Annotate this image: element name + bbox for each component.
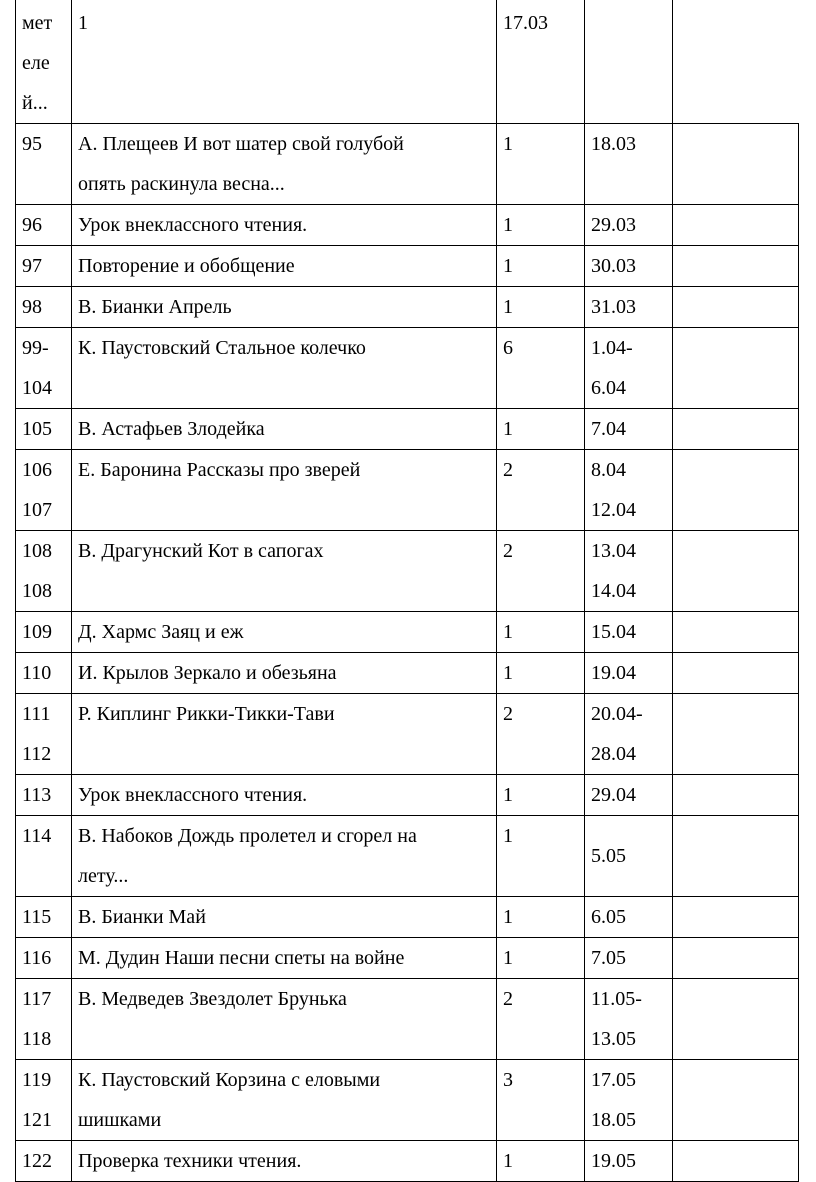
hours-cell	[497, 938, 585, 979]
date-cell	[585, 1060, 673, 1141]
table-row	[16, 205, 799, 246]
date-cell	[585, 816, 673, 897]
hours-value: 2	[503, 540, 513, 562]
hours-value: 1	[503, 662, 513, 684]
hours-cell	[497, 1060, 585, 1141]
lesson-number-line: й...	[22, 92, 48, 114]
note-cell	[673, 1141, 799, 1182]
date-value: 28.04	[591, 743, 636, 765]
lesson-title-line: Д. Хармс Заяц и еж	[78, 621, 244, 643]
note-cell	[673, 653, 799, 694]
lesson-title-cell	[72, 246, 497, 287]
lesson-title-cell	[72, 612, 497, 653]
lesson-number-cell	[16, 612, 72, 653]
lesson-number-cell	[16, 938, 72, 979]
lesson-number-line: 116	[22, 947, 52, 969]
note-cell	[673, 287, 799, 328]
date-cell	[585, 246, 673, 287]
hours-cell	[497, 124, 585, 205]
lesson-title-cell	[72, 450, 497, 531]
lesson-number-cell	[16, 328, 72, 409]
lesson-title-cell	[72, 694, 497, 775]
note-cell	[673, 409, 799, 450]
lesson-plan-table	[15, 0, 799, 1182]
date-cell	[585, 1141, 673, 1182]
lesson-number-cell	[16, 1141, 72, 1182]
date-cell	[585, 897, 673, 938]
lesson-title-cell	[72, 775, 497, 816]
lesson-title-line: В. Набоков Дождь пролетел и сгорел на	[78, 825, 417, 847]
lesson-title-line: Повторение и обобщение	[78, 255, 295, 277]
date-cell	[585, 409, 673, 450]
lesson-title-line: А. Плещеев И вот шатер свой голубой	[78, 133, 404, 155]
table-row	[16, 328, 799, 409]
lesson-title-cell	[72, 409, 497, 450]
table-row	[16, 816, 799, 897]
date-value: 17.05	[591, 1069, 636, 1091]
lesson-number-line: 109	[22, 621, 52, 643]
note-cell	[673, 775, 799, 816]
hours-cell	[497, 897, 585, 938]
note-cell	[673, 450, 799, 531]
lesson-number-cell	[16, 450, 72, 531]
lesson-number-line: 108	[22, 540, 52, 562]
lesson-number-cell	[16, 409, 72, 450]
lesson-title-cell	[72, 531, 497, 612]
date-value: 5.05	[591, 845, 626, 867]
date-value: 19.04	[591, 662, 636, 684]
lesson-number-line: 114	[22, 825, 52, 847]
hours-value: 2	[503, 703, 513, 725]
hours-cell	[497, 287, 585, 328]
lesson-number-line: 106	[22, 459, 52, 481]
lesson-title-cell	[72, 124, 497, 205]
hours-cell	[497, 450, 585, 531]
date-cell	[585, 124, 673, 205]
lesson-number-line: 115	[22, 906, 52, 928]
date-cell	[585, 328, 673, 409]
lesson-number-line: 107	[22, 499, 52, 521]
lesson-number-cell	[16, 531, 72, 612]
lesson-number-cell	[16, 246, 72, 287]
date-cell	[585, 694, 673, 775]
lesson-number-cell	[16, 1060, 72, 1141]
lesson-number-cell	[16, 775, 72, 816]
lesson-number-line: 122	[22, 1150, 52, 1172]
note-cell	[673, 897, 799, 938]
hours-cell	[497, 694, 585, 775]
hours-cell	[497, 531, 585, 612]
lesson-number-cell	[16, 124, 72, 205]
lesson-title-cell	[72, 979, 497, 1060]
table-row	[16, 694, 799, 775]
lesson-title-line: В. Драгунский Кот в сапогах	[78, 540, 324, 562]
lesson-number-line: 96	[22, 214, 42, 236]
hours-value: 1	[503, 621, 513, 643]
date-cell	[585, 0, 673, 124]
hours-value: 6	[503, 337, 513, 359]
hours-value: 1	[503, 825, 513, 847]
table-row	[16, 246, 799, 287]
date-value: 31.03	[591, 296, 636, 318]
hours-value: 3	[503, 1069, 513, 1091]
hours-cell	[497, 246, 585, 287]
hours-value: 17.03	[503, 12, 548, 34]
hours-value: 2	[503, 988, 513, 1010]
lesson-title-line: В. Медведев Звездолет Брунька	[78, 988, 347, 1010]
note-cell	[673, 205, 799, 246]
note-cell	[673, 938, 799, 979]
lesson-number-line: 119	[22, 1069, 52, 1091]
lesson-number-line: мет	[22, 12, 53, 34]
date-cell	[585, 979, 673, 1060]
note-cell	[673, 694, 799, 775]
hours-value: 1	[503, 947, 513, 969]
hours-cell	[497, 979, 585, 1060]
lesson-title-line: Урок внеклассного чтения.	[78, 784, 308, 806]
note-cell	[673, 1060, 799, 1141]
lesson-number-line: еле	[22, 52, 50, 74]
note-cell	[673, 124, 799, 205]
date-value: 18.05	[591, 1109, 636, 1131]
lesson-number-cell	[16, 979, 72, 1060]
table-row	[16, 775, 799, 816]
lesson-title-cell	[72, 0, 497, 124]
table-row	[16, 897, 799, 938]
lesson-number-line: 117	[22, 988, 52, 1010]
lesson-title-line: В. Бианки Май	[78, 906, 206, 928]
hours-value: 1	[503, 214, 513, 236]
hours-cell	[497, 409, 585, 450]
lesson-title-line: опять раскинула весна...	[78, 173, 285, 195]
hours-cell	[497, 205, 585, 246]
date-cell	[585, 938, 673, 979]
date-value: 30.03	[591, 255, 636, 277]
lesson-title-line: Р. Киплинг Рикки-Тикки-Тави	[78, 703, 335, 725]
hours-cell	[497, 1141, 585, 1182]
lesson-number-cell	[16, 0, 72, 124]
date-cell	[585, 205, 673, 246]
lesson-title-line: В. Бианки Апрель	[78, 296, 232, 318]
date-value: 6.04	[591, 377, 626, 399]
table-row	[16, 938, 799, 979]
hours-value: 2	[503, 459, 513, 481]
date-value: 13.05	[591, 1028, 636, 1050]
hours-cell	[497, 0, 585, 124]
lesson-number-line: 97	[22, 255, 42, 277]
table-row	[16, 450, 799, 531]
table-row	[16, 653, 799, 694]
lesson-number-cell	[16, 897, 72, 938]
lesson-title-line: К. Паустовский Стальное колечко	[78, 337, 366, 359]
lesson-title-cell	[72, 938, 497, 979]
lesson-title-cell	[72, 1060, 497, 1141]
date-value: 20.04-	[591, 703, 643, 725]
lesson-title-cell	[72, 653, 497, 694]
lesson-title-cell	[72, 287, 497, 328]
date-value: 12.04	[591, 499, 636, 521]
date-value: 14.04	[591, 580, 636, 602]
lesson-number-line: 104	[22, 377, 52, 399]
lesson-number-line: 111	[22, 703, 51, 725]
date-value: 7.04	[591, 418, 626, 440]
lesson-number-cell	[16, 205, 72, 246]
lesson-title-cell	[72, 816, 497, 897]
table-row	[16, 1060, 799, 1141]
hours-value: 1	[503, 1150, 513, 1172]
table-row	[16, 1141, 799, 1182]
date-value: 15.04	[591, 621, 636, 643]
hours-cell	[497, 612, 585, 653]
hours-value: 1	[503, 906, 513, 928]
table-row	[16, 531, 799, 612]
lesson-number-line: 110	[22, 662, 52, 684]
lesson-number-line: 108	[22, 580, 52, 602]
lesson-title-cell	[72, 897, 497, 938]
table-row	[16, 612, 799, 653]
date-cell	[585, 653, 673, 694]
lesson-number-line: 99-	[22, 337, 49, 359]
date-value: 7.05	[591, 947, 626, 969]
hours-value: 1	[503, 255, 513, 277]
table-row	[16, 124, 799, 205]
hours-cell	[497, 328, 585, 409]
lesson-number-line: 118	[22, 1028, 52, 1050]
table-row	[16, 287, 799, 328]
date-value: 29.03	[591, 214, 636, 236]
date-value: 29.04	[591, 784, 636, 806]
hours-cell	[497, 816, 585, 897]
date-value: 18.03	[591, 133, 636, 155]
lesson-title-line: 1	[78, 12, 88, 34]
note-cell	[673, 979, 799, 1060]
lesson-number-cell	[16, 653, 72, 694]
lesson-number-line: 121	[22, 1109, 52, 1131]
hours-cell	[497, 775, 585, 816]
note-cell	[673, 246, 799, 287]
hours-value: 1	[503, 133, 513, 155]
lesson-title-line: В. Астафьев Злодейка	[78, 418, 265, 440]
table-row	[16, 0, 799, 124]
lesson-number-line: 113	[22, 784, 52, 806]
date-value: 8.04	[591, 459, 626, 481]
table-row	[16, 979, 799, 1060]
date-cell	[585, 775, 673, 816]
lesson-title-cell	[72, 205, 497, 246]
note-cell	[673, 612, 799, 653]
lesson-title-line: лету...	[78, 865, 129, 887]
date-value: 1.04-	[591, 337, 633, 359]
lesson-title-line: Проверка техники чтения.	[78, 1150, 302, 1172]
lesson-title-line: Урок внеклассного чтения.	[78, 214, 308, 236]
lesson-title-line: шишками	[78, 1109, 162, 1131]
date-value: 11.05-	[591, 988, 642, 1010]
date-value: 13.04	[591, 540, 636, 562]
lesson-title-cell	[72, 328, 497, 409]
note-cell	[673, 816, 799, 897]
hours-cell	[497, 653, 585, 694]
lesson-number-line: 98	[22, 296, 42, 318]
date-cell	[585, 612, 673, 653]
lesson-number-line: 105	[22, 418, 52, 440]
lesson-number-cell	[16, 816, 72, 897]
lesson-title-cell	[72, 1141, 497, 1182]
lesson-number-line: 95	[22, 133, 42, 155]
date-cell	[585, 287, 673, 328]
lesson-number-cell	[16, 694, 72, 775]
date-value: 19.05	[591, 1150, 636, 1172]
lesson-title-line: И. Крылов Зеркало и обезьяна	[78, 662, 337, 684]
lesson-number-line: 112	[22, 743, 52, 765]
hours-value: 1	[503, 296, 513, 318]
hours-value: 1	[503, 418, 513, 440]
table-row	[16, 409, 799, 450]
lesson-title-line: К. Паустовский Корзина с еловыми	[78, 1069, 381, 1091]
lesson-number-cell	[16, 287, 72, 328]
table-body	[16, 0, 799, 1182]
date-value: 6.05	[591, 906, 626, 928]
hours-value: 1	[503, 784, 513, 806]
note-cell	[673, 328, 799, 409]
date-cell	[585, 531, 673, 612]
lesson-title-line: М. Дудин Наши песни спеты на войне	[78, 947, 405, 969]
empty-cell	[673, 0, 799, 124]
date-cell	[585, 450, 673, 531]
note-cell	[673, 531, 799, 612]
lesson-title-line: Е. Баронина Рассказы про зверей	[78, 459, 361, 481]
